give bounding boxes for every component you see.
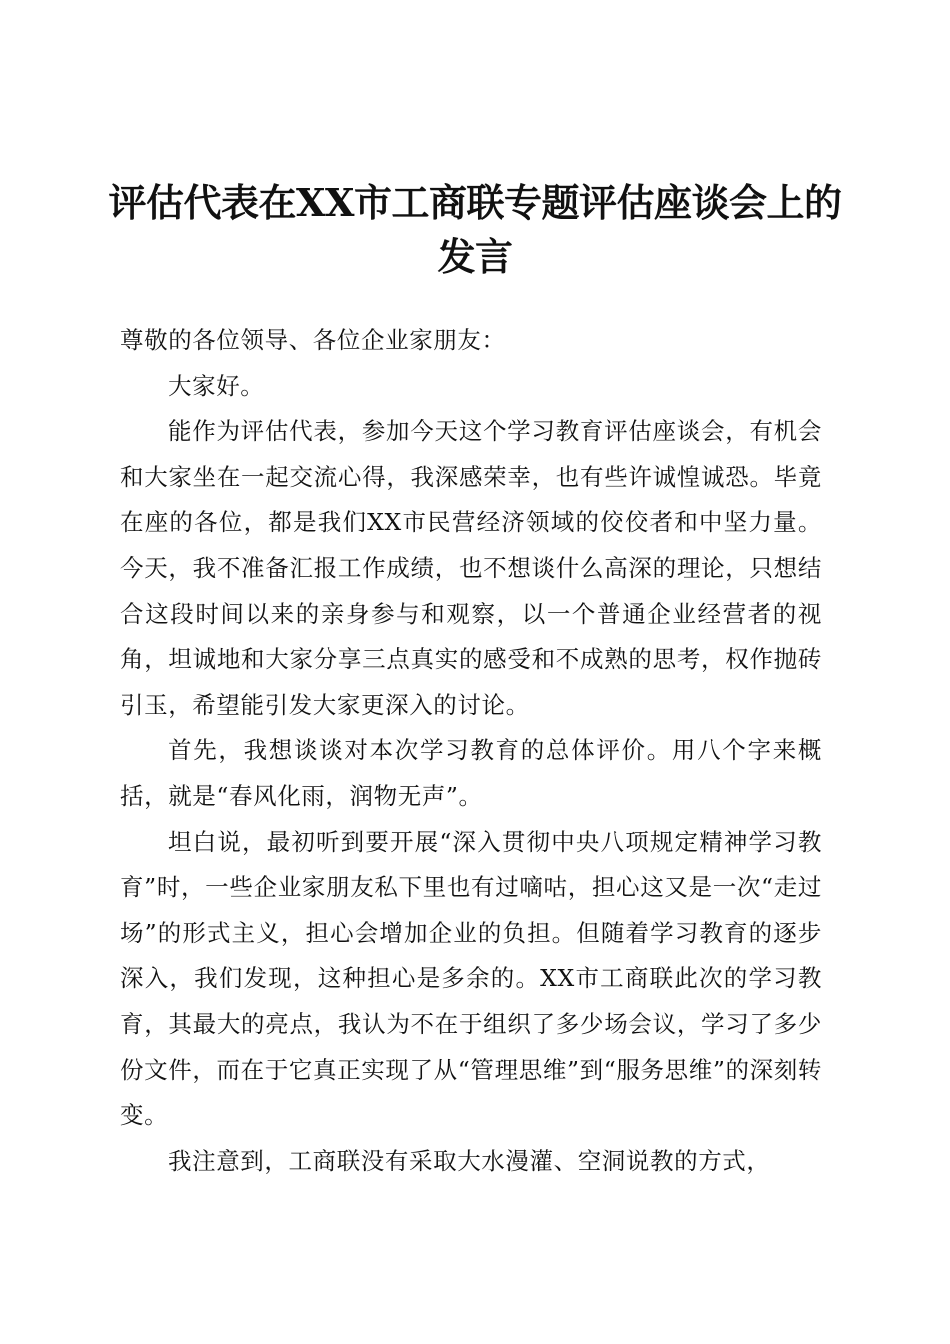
paragraph-observation: 我注意到，工商联没有采取大水漫灌、空洞说教的方式， [168,1146,771,1175]
paragraph-greeting: 大家好。 [168,371,265,400]
paragraph-candid-remarks: 坦白说，最初听到要开展“深入贯彻中央八项规定精神学习教育”时，一些企业家朋友私下里也有过嘀咕，担心这又是一次“走过场”的形式主义，担心会增加企业的负担。但随着学习教育的逐步深入，我们发现，这种担心是多余的。XX市工商联此次的学习教育，其最大的亮点，我认为不在于组织了多少场会议，学习了多少份文件，而在于它真正实现了从“管理思维”到“服务思维”的深刻转变。 [120,827,822,1130]
paragraph-opening: 能作为评估代表，参加今天这个学习教育评估座谈会，有机会和大家坐在一起交流心得，我深感荣幸，也有些许诚惶诚恐。毕竟在座的各位，都是我们XX市民营经济领域的佼佼者和中坚力量。今天，我不准备汇报工作成绩，也不想谈什么高深的理论，只想结合这段时间以来的亲身参与和观察，以一个普通企业经营者的视角，坦诚地和大家分享三点真实的感受和不成熟的思考，权作抛砖引玉，希望能引发大家更深入的讨论。 [120,417,822,719]
document-title: 评估代表在XX市工商联专题评估座谈会上的发言 [108,180,842,279]
salutation: 尊敬的各位领导、各位企业家朋友： [120,326,506,354]
paragraph-overall-evaluation: 首先，我想谈谈对本次学习教育的总体评价。用八个字来概括，就是“春风化雨，润物无声”。 [120,736,822,810]
document-body [120,318,822,1184]
